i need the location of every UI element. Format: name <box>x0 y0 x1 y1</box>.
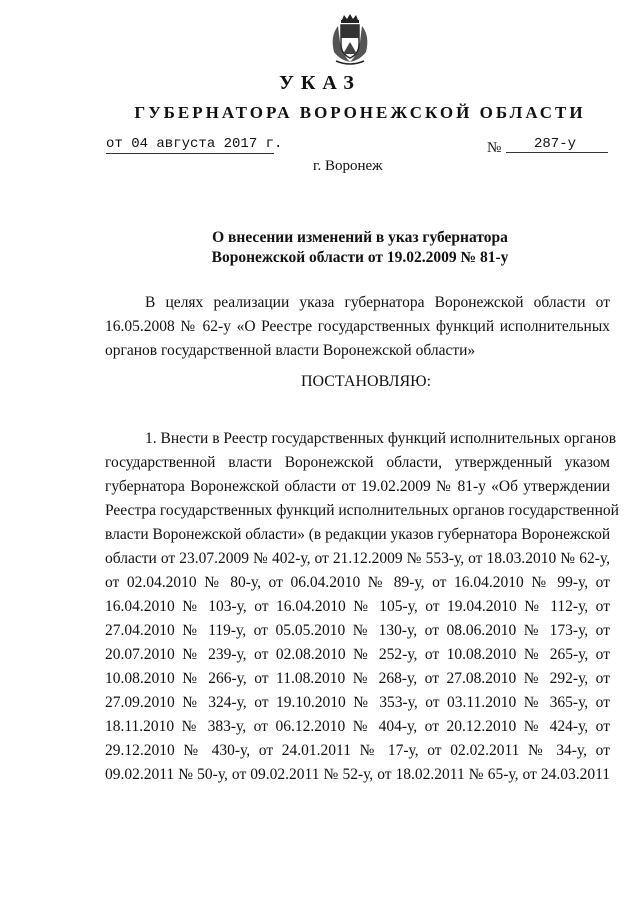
paragraph-line: В целях реализации указа губернатора Воронежской области от <box>145 294 610 311</box>
item-1-paragraph <box>105 427 619 787</box>
paragraph-line: 16.04.2010 № 103-у, от 16.04.2010 № 105-у, от 19.04.2010 № 112-у, от <box>105 598 610 615</box>
document-city: г. Воронеж <box>313 158 383 174</box>
paragraph-line: Реестра государственных функций исполнительных органов государственной <box>105 502 619 519</box>
number-label: № <box>487 140 502 156</box>
coat-of-arms-icon <box>326 12 374 68</box>
paragraph-line: 18.11.2010 № 383-у, от 06.12.2010 № 404-у, от 20.12.2010 № 424-у, от <box>105 718 610 735</box>
paragraph-line: государственной власти Воронежской области, утвержденный указом <box>105 454 610 471</box>
paragraph-line: области от 23.07.2009 № 402-у, от 21.12.2009 № 553-у, от 18.03.2010 № 62-у, <box>105 550 610 567</box>
paragraph-line: 27.09.2010 № 324-у, от 19.10.2010 № 353-у, от 03.11.2010 № 365-у, от <box>105 694 610 711</box>
paragraph-line: власти Воронежской области» (в редакции указов губернатора Воронежской <box>105 526 611 543</box>
decree-word: ПОСТАНОВЛЯЮ: <box>300 373 432 390</box>
heading-line: О внесении изменений в указ губернатора <box>212 229 508 246</box>
document-number: 287-у <box>506 136 608 153</box>
paragraph-line: органов государственной власти Воронежской области» <box>105 342 476 359</box>
paragraph-line: 16.05.2008 № 62-у «О Реестре государственных функций исполнительных <box>105 318 610 335</box>
paragraph-line: от 02.04.2010 № 80-у, от 06.04.2010 № 89-у, от 16.04.2010 № 99-у, от <box>105 574 610 591</box>
document-heading <box>0 228 640 268</box>
paragraph-line: 27.04.2010 № 119-у, от 05.05.2010 № 130-у, от 08.06.2010 № 173-у, от <box>105 622 610 639</box>
preamble-paragraph <box>105 291 610 363</box>
paragraph-line: 1. Внести в Реестр государственных функций исполнительных органов <box>145 430 617 447</box>
document-subtitle: ГУБЕРНАТОРА ВОРОНЕЖСКОЙ ОБЛАСТИ <box>134 103 586 122</box>
paragraph-line: 09.02.2011 № 50-у, от 09.02.2011 № 52-у, от 18.02.2011 № 65-у, от 24.03.2011 <box>105 766 610 783</box>
heading-line: Воронежской области от 19.02.2009 № 81-у <box>211 249 509 266</box>
paragraph-line: 10.08.2010 № 266-у, от 11.08.2010 № 268-у, от 27.08.2010 № 292-у, от <box>105 670 610 687</box>
paragraph-line: 29.12.2010 № 430-у, от 24.01.2011 № 17-у, от 02.02.2011 № 34-у, от <box>105 742 610 759</box>
paragraph-line: 20.07.2010 № 239-у, от 02.08.2010 № 252-у, от 10.08.2010 № 265-у, от <box>105 646 610 663</box>
document-title: УКАЗ <box>279 72 361 94</box>
document-date: от 04 августа 2017 г. <box>106 136 283 152</box>
paragraph-line: губернатора Воронежской области от 19.02.2009 № 81-у «Об утверждении <box>105 478 610 495</box>
